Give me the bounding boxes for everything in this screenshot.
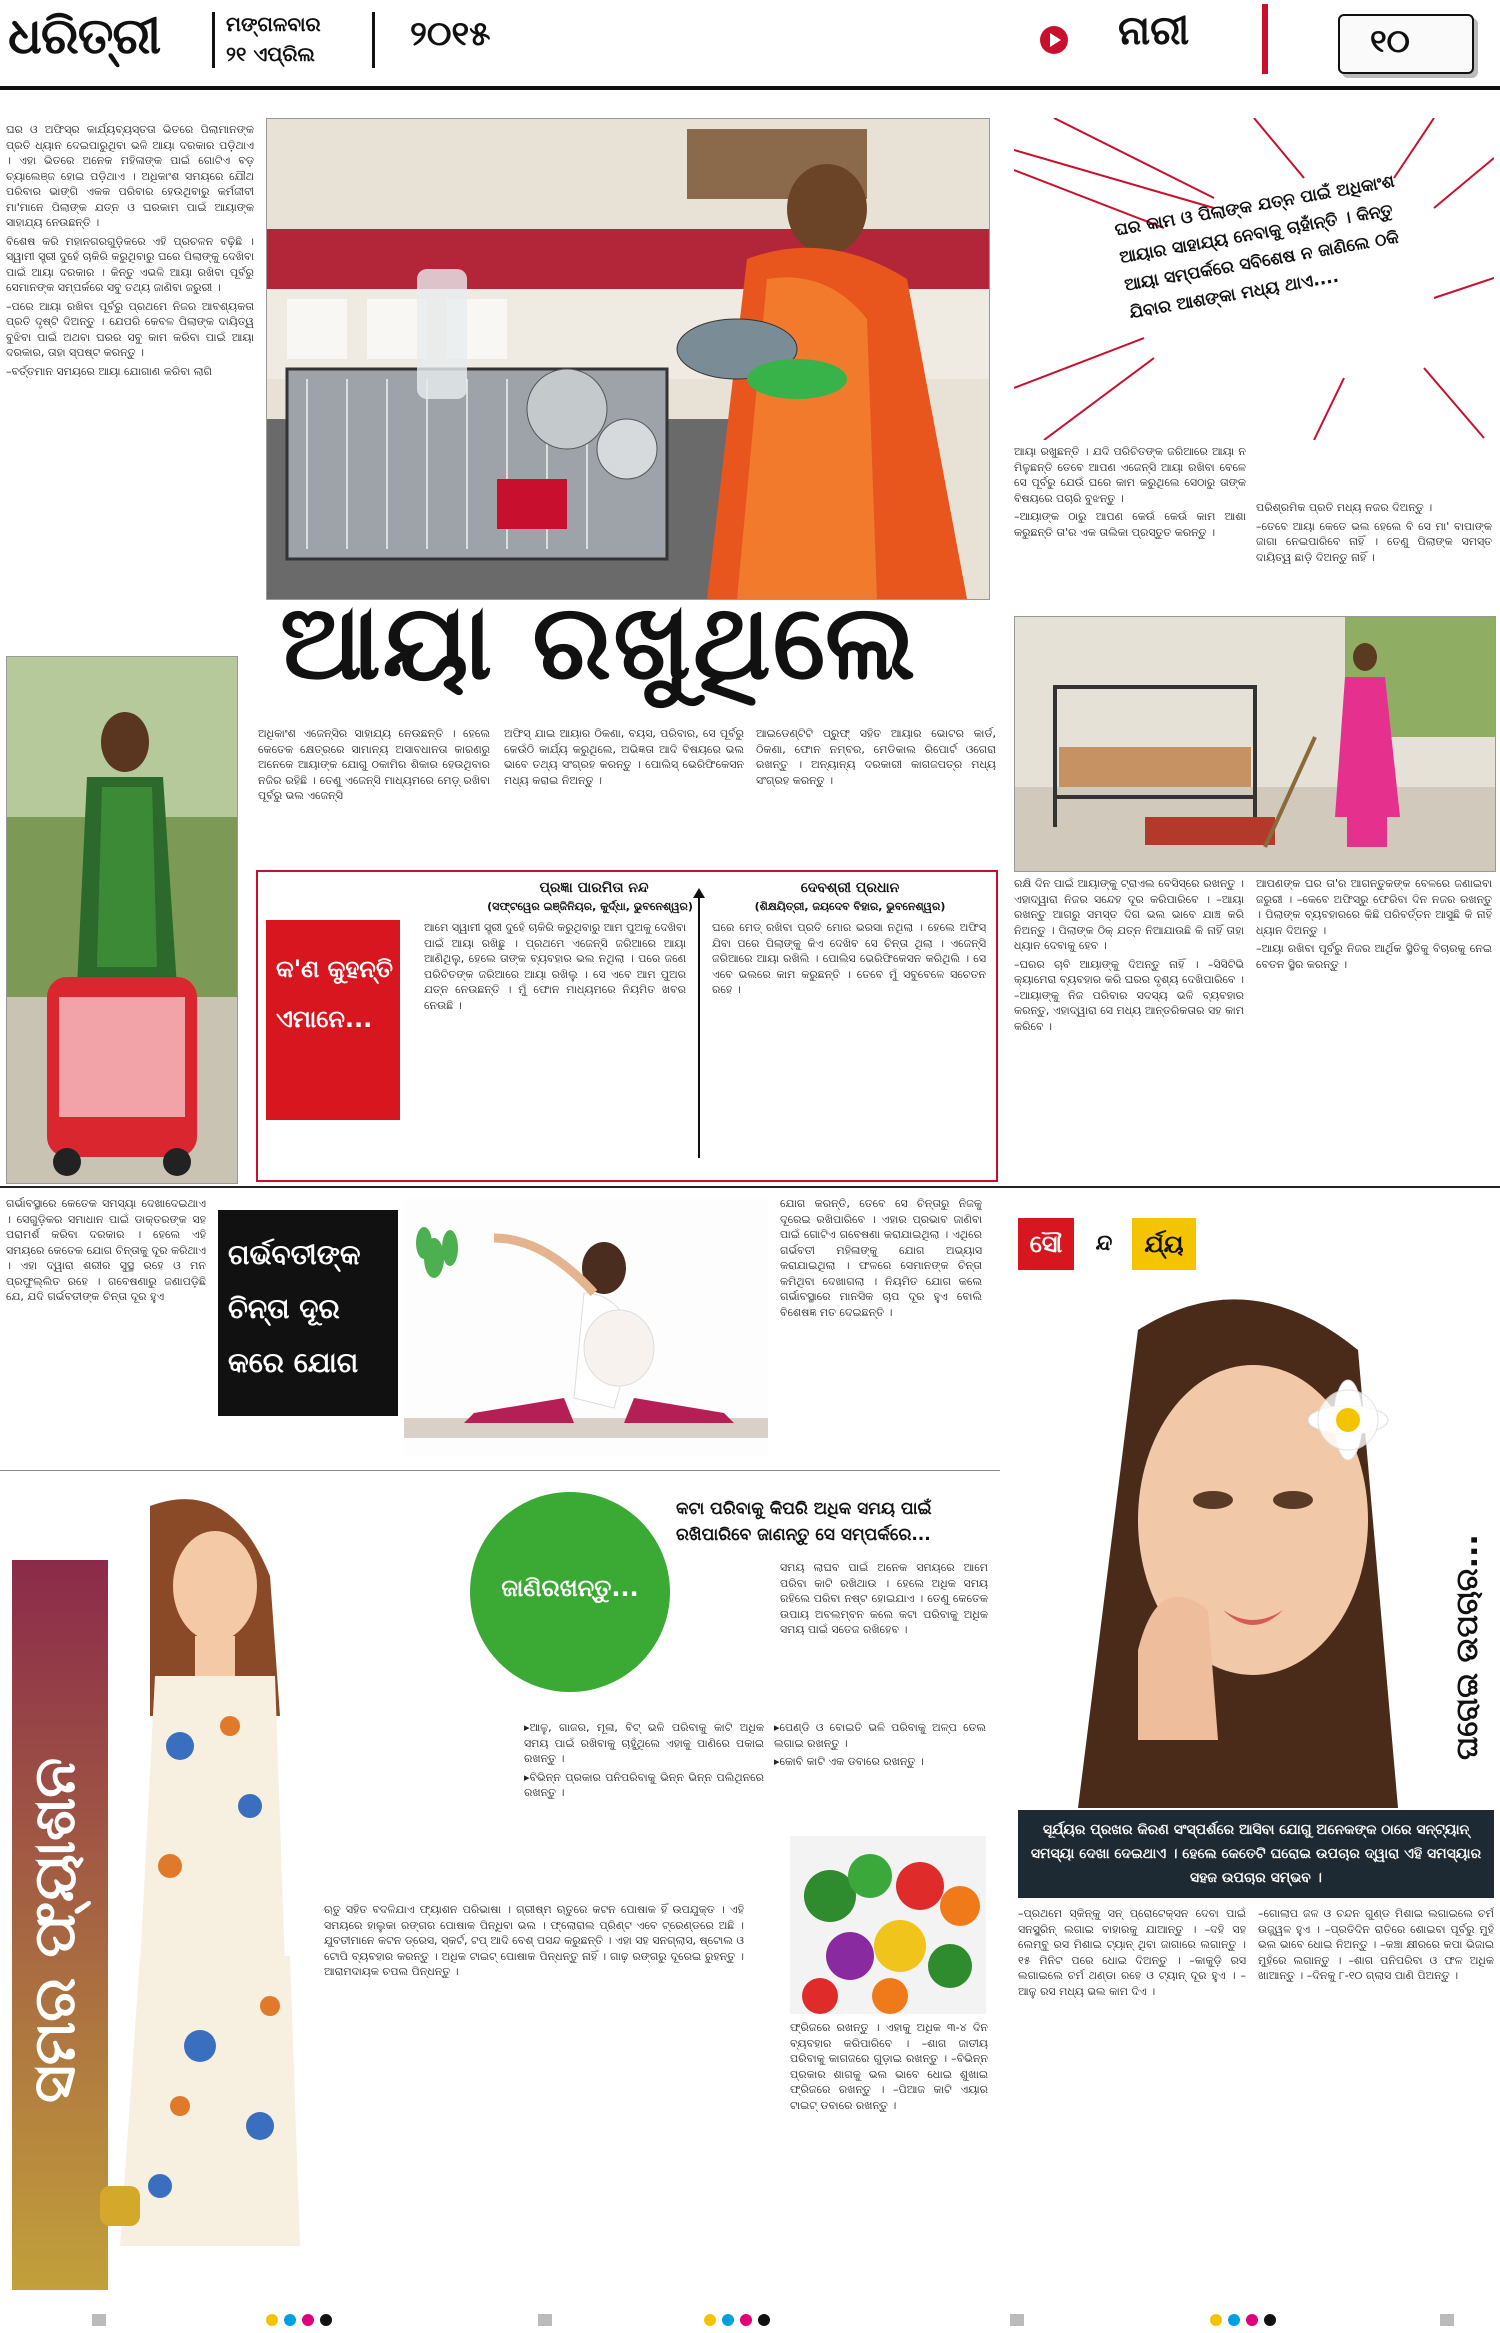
paragraph: –ଘରର ଚାବି ଆୟାଙ୍କୁ ଦିଅନ୍ତୁ ନାହିଁ । –ସିସିଟିଭି କ୍ୟାମେରା ବ୍ୟବହାର କରି ଘରର ଦୃଶ୍ୟ ଦେଖିପାରିବେ । –ଆୟାଙ୍କୁ ନିଜ ପରିବାର ସଦସ୍ୟ ଭଳି ବ୍ୟବହାର କରନ୍ତୁ, ଏହାଦ୍ୱାରା ସେ ମଧ୍ୟ ଆନ୍ତରିକତାର ସହ କାମ କରିବେ । bbox=[1014, 957, 1244, 1033]
pregnancy-column-2: ଯୋଗ କରନ୍ତି, ତେବେ ସେ ଚିନ୍ତାରୁ ନିଜକୁ ଦୂରେଇ ରଖିପାରିବେ । ଏହାର ପ୍ରଭାବ ଜାଣିବା ପାଇଁ ଗୋଟିଏ ଗବେଷଣା କରାଯାଇଥିଲା । ଏଥିରେ ଗର୍ଭବତୀ ମହିଳାଙ୍କୁ ଯୋଗ ଅଭ୍ୟାସ କରାଯାଇଥିଲା । ଫଳରେ ସେମାନଙ୍କ ଚିନ୍ତା କମିଥିବା ଦେଖାଗଲା । ନିୟମିତ ଯୋଗ କଲେ ଗର୍ଭାବସ୍ଥାରେ ମାନସିକ ଚାପ ଦୂର ହୁଏ ବୋଲି ବିଶେଷଜ୍ଞ ମତ ଦେଇଛନ୍ତି । bbox=[780, 1197, 982, 1319]
masthead-divider bbox=[212, 12, 215, 68]
section-rule bbox=[0, 1186, 1500, 1188]
lead-bottom-column-3 bbox=[756, 726, 996, 864]
cooking-badge: ଜାଣିରଖନ୍ତୁ... bbox=[501, 1574, 639, 1602]
fashion-title: ସମର ଫ୍ୟାଶନ bbox=[20, 1757, 88, 2103]
paragraph: –ଆୟା ରଖିବା ପୂର୍ବରୁ ନିଜର ଆର୍ଥିକ ସ୍ଥିତିକୁ ବିଚାରକୁ ନେଇ ବେତନ ସ୍ଥିର କରନ୍ତୁ । bbox=[1256, 942, 1492, 971]
lead-bottom-column-2 bbox=[504, 726, 744, 864]
paragraph: ଆପଣଙ୍କ ଘର ତା'ର ଆଗନ୍ତୁକଙ୍କ ବେଳରେ ଜଣାଇବା ଜରୁରୀ । –କେବେ ଅଫିସ୍ରୁ ଫେରିବା ଦିନ ନଜର ରଖନ୍ତୁ । ପିଲାଙ୍କ ବ୍ୟବହାରରେ କିଛି ପରିବର୍ତ୍ତନ ଆସୁଛି କି ନାହିଁ ଧ୍ୟାନ ଦିଅନ୍ତୁ । bbox=[1256, 877, 1492, 937]
issue-year: ୨୦୧୫ bbox=[410, 14, 491, 54]
arrow-up-icon bbox=[693, 888, 705, 898]
opinion-name-2: ଦେବଶ୍ରୀ ପ୍ରଧାନ bbox=[800, 880, 900, 896]
lead-column-1 bbox=[6, 122, 254, 647]
cooking-intro: ସମୟ ଲାଘବ ପାଇଁ ଅନେକ ସମୟରେ ଆମେ ପରିବା କାଟି ରଖିଥାଉ । ହେଲେ ଅଧିକ ସମୟ ରହିଲେ ପରିବା ନଷ୍ଟ ହୋଇଯାଏ । ତେଣୁ କେତେକ ଉପାୟ ଅବଲମ୍ବନ କଲେ କଟା ପରିବାକୁ ଅଧିକ ସମୟ ପାଇଁ ସତେଜ ରଖିହେବ । bbox=[780, 1561, 988, 1636]
list-item: ▸ ଆଳୁ, ଗାଜର, ମୂଳା, ବିଟ୍ ଭଳି ପରିବାକୁ କାଟି ଅଧିକ ସମୟ ପାଇଁ ରଖିବାକୁ ଚାହୁଁଥିଲେ ଏହାକୁ ପାଣିରେ ପକାଇ ରଖନ୍ତୁ । bbox=[524, 1720, 764, 1767]
paragraph: –ଆୟାଙ୍କ ଠାରୁ ଆପଣ କେଉଁ କେଉଁ କାମ ଆଶା କରୁଛନ୍ତି ତା'ର ଏକ ତାଲିକା ପ୍ରସ୍ତୁତ କରନ୍ତୁ । bbox=[1014, 510, 1246, 539]
beauty-badge-3: ର୍ଯ୍ୟ bbox=[1132, 1218, 1196, 1270]
fashion-column: ଋତୁ ସହିତ ବଦଳିଯାଏ ଫ୍ୟାଶନ ପରିଭାଷା । ଗ୍ରୀଷ୍ମ ଋତୁରେ କଟନ ପୋଷାକ ହିଁ ଉପଯୁକ୍ତ । ଏହି ସମୟରେ ହାଲୁକା ରଙ୍ଗର ପୋଷାକ ପିନ୍ଧିବା ଭଲ । ଫ୍ଲୋରାଲ ପ୍ରିଣ୍ଟ ଏବେ ଟ୍ରେଣ୍ଡରେ ଅଛି । ଯୁବତୀମାନେ କଟନ ଡ୍ରେସ, ସ୍କର୍ଟ, ଟପ୍ ଆଦି ବେଶ୍ ପସନ୍ଦ କରୁଛନ୍ତି । ଏହା ସହ ସନଗ୍ଲାସ, ଷ୍ଟୋଲ ଓ ଟୋପି ବ୍ୟବହାର କରନ୍ତୁ । ଅଧିକ ଟାଇଟ୍ ପୋଷାକ ପିନ୍ଧନ୍ତୁ ନାହିଁ । ଗାଢ଼ ରଙ୍ଗରୁ ଦୂରେଇ ରୁହନ୍ତୁ । ଆରାମଦାୟକ ଚପଲ ପିନ୍ଧନ୍ତୁ । bbox=[324, 1903, 744, 1978]
paragraph: –ପରେ ଆୟା ରଖିବା ପୂର୍ବରୁ ପ୍ରଥମେ ନିଜର ଆବଶ୍ୟକତା ପ୍ରତି ଦୃଷ୍ଟି ଦିଅନ୍ତୁ । ଯେପରି କେବଳ ପିଲାଙ୍କ ଦାୟିତ୍ୱ ବୁଝିବା ପାଇଁ ଅଥବା ଘରର ସବୁ କାମ କରିବା ପାଇଁ ଆୟା ଦରକାର, ତାହା ସ୍ପଷ୍ଟ କରନ୍ତୁ । bbox=[6, 299, 254, 359]
issue-day: ମଙ୍ଗଳବାର bbox=[226, 12, 321, 36]
lead-right-column-a bbox=[1014, 444, 1246, 626]
kitchen-photo bbox=[266, 118, 990, 600]
opinion-role-2: (ଶିକ୍ଷୟିତ୍ରୀ, ଜୟଦେବ ବିହାର, ଭୁବନେଶ୍ୱର) bbox=[754, 900, 946, 913]
beauty-side-title: ଘରୋଇ ଉପଚାର... bbox=[1450, 1534, 1485, 1760]
lead-bottom-column-1 bbox=[258, 726, 490, 864]
section-bar bbox=[1262, 4, 1268, 74]
paragraph: –ତେବେ ଆୟା କେତେ ଭଲ ହେଲେ ବି ସେ ମା' ବାପାଙ୍କ ଜାଗା ନେଇପାରିବେ ନାହିଁ । ତେଣୁ ପିଲାଙ୍କ ସମସ୍ତ ଦାୟିତ୍ୱ ଛାଡ଼ି ଦିଅନ୍ତୁ ନାହିଁ । bbox=[1256, 519, 1492, 564]
paragraph: ପରିଶ୍ରମିକ ପ୍ରତି ମଧ୍ୟ ନଜର ଦିଅନ୍ତୁ । bbox=[1256, 501, 1433, 514]
nanny-stroller-photo bbox=[6, 656, 238, 1184]
cooking-bottom: ଫ୍ରିଜରେ ରଖନ୍ତୁ । ଏହାକୁ ଅଧିକ ୩-୪ ଦିନ ବ୍ୟବହାର କରିପାରିବେ । –ଶାଗ ଜାତୀୟ ପରିବାକୁ କାଗଜରେ ଗୁଡ଼ାଇ ରଖନ୍ତୁ । –ବିଭିନ୍ନ ପ୍ରକାର ଶାଗକୁ ଭଲ ଭାବେ ଧୋଇ ଶୁଖାଇ ଫ୍ରିଜରେ ରଖନ୍ତୁ । –ପିଆଜ କାଟି ଏୟାର ଟାଇଟ୍ ଡବାରେ ରଖନ୍ତୁ । bbox=[790, 2021, 988, 2112]
yoga-photo bbox=[404, 1198, 768, 1456]
lead-right-column-b bbox=[1256, 500, 1492, 626]
footer-register-marks bbox=[0, 2310, 1500, 2330]
paragraph: ଘର ଓ ଅଫିସ୍ର କାର୍ଯ୍ୟବ୍ୟସ୍ତତା ଭିତରେ ପିଲାମାନଙ୍କ ପ୍ରତି ଧ୍ୟାନ ଦେଇପାରୁଥିବା ଭଳି ଆୟା ଦରକାର ପଡ଼ିଥାଏ । ଏହା ଭିତରେ ଅନେକ ମହିଳାଙ୍କ ପାଇଁ ଗୋଟିଏ ବଡ଼ ଚ୍ୟାଲେଞ୍ଜ ହୋଇ ପଡ଼ିଥାଏ । ଅଧିକାଂଶ ସମୟରେ ଯୌଥ ପରିବାର ଭାଙ୍ଗି ଏକକ ପରିବାର ହେଉଥିବାରୁ କର୍ମଜୀବୀ ମା'ମାନେ ପିଲାଙ୍କ ଯତ୍ନ ଓ ଘରକାମ ପାଇଁ ଆୟାଙ୍କ ସାହାଯ୍ୟ ନେଉଛନ୍ତି । bbox=[6, 123, 254, 229]
list-item: ▸ କୋବି କାଟି ଏକ ଡବାରେ ରଖନ୍ତୁ । bbox=[774, 1754, 986, 1770]
masthead-divider-2 bbox=[372, 12, 375, 68]
opinion-role-1: (ସଫ୍ଟୱେର ଇଞ୍ଜିନିୟର, କୁର୍ଦ୍ଧା, ଭୁବନେଶ୍ୱର) bbox=[487, 900, 693, 913]
paragraph: ଅଧିକାଂଶ ଏଜେନ୍ସିର ସାହାଯ୍ୟ ନେଉଛନ୍ତି । ହେଲେ କେତେକ କ୍ଷେତ୍ରରେ ସାମାନ୍ୟ ଅସାବଧାନତା କାରଣରୁ ଅନେକେ ଆୟାଙ୍କ ଯୋଗୁ ଠକାମିର ଶିକାର ହେଉଥିବାର ନଜିର ରହିଛି । ତେଣୁ ଏଜେନ୍ସି ମାଧ୍ୟମରେ ମେଡ଼୍ ରଖିବା ପୂର୍ବରୁ ଭଲ ଏଜେନ୍ସି bbox=[258, 727, 490, 802]
section-name: ନାରୀ bbox=[1118, 8, 1190, 54]
lead-quote: ଘର କାମ ଓ ପିଲାଙ୍କ ଯତ୍ନ ପାଇଁ ଅଧିକାଂଶ ଆୟାର ସାହାଯ୍ୟ ନେବାକୁ ଚାହାଁନ୍ତି । କିନ୍ତୁ ଆୟା ସମ୍ପର୍କରେ ସବିଶେଷ ନ ଜାଣିଲେ ଠକି ଯିବାର ଆଶଙ୍କା ମଧ୍ୟ ଥାଏ.... bbox=[1113, 171, 1401, 324]
paragraph: ରକ୍ଷି ଦିନ ପାଇଁ ଆୟାଙ୍କୁ ଟ୍ରାଏଲ ବେସିସ୍ରେ ରଖନ୍ତୁ । ଏହାଦ୍ୱାରା ନିଜର ସନ୍ଦେହ ଦୂର କରିପାରିବେ । –ଆୟା ରଖନ୍ତୁ ଆଗରୁ ସମସ୍ତ ଦିଗ ଭଲ ଭାବେ ଯାଞ୍ଚ କରି ନିଅନ୍ତୁ । ପିଲାଙ୍କ ଠିକ୍ ଯତ୍ନ ନିଆଯାଉଛି କି ନାହିଁ ତାହା ଧ୍ୟାନ ଦେବାକୁ ହେବ । bbox=[1014, 877, 1244, 952]
opinion-text-1: ଆମେ ସ୍ୱାମୀ ସ୍ତ୍ରୀ ଦୁହେଁ ଚାକିରି କରୁଥିବାରୁ ଆମ ପୁଅକୁ ଦେଖିବା ପାଇଁ ଆୟା ରଖିଛୁ । ପ୍ରଥମେ ଏଜେନ୍ସି ଜରିଆରେ ଆୟା ଆଣିଥିଲୁ, ହେଲେ ତାଙ୍କ ବ୍ୟବହାର ଭଲ ନଥିଲା । ପରେ ଜଣେ ପରିଚିତଙ୍କ ଜରିଆରେ ଆୟା ରଖିଲୁ । ସେ ଏବେ ଆମ ପୁଅର ଯତ୍ନ ନେଉଛନ୍ତି । ମୁଁ ଫୋନ ମାଧ୍ୟମରେ ନିୟମିତ ଖବର ନେଉଛି । bbox=[424, 921, 686, 1012]
pregnancy-title: ଗର୍ଭବତୀଙ୍କ ଚିନ୍ତା ଦୂର କରେ ଯୋଗ bbox=[228, 1238, 361, 1379]
issue-date: ୨୧ ଏପ୍ରିଲ bbox=[226, 42, 315, 66]
beauty-column-2: –ଗୋଲାପ ଜଳ ଓ ଚନ୍ଦନ ଗୁଣ୍ଡ ମିଶାଇ ଲଗାଇଲେ ଚର୍ମ ଉଜ୍ଜ୍ୱଳ ହୁଏ । –ପ୍ରତିଦିନ ରାତିରେ ଶୋଇବା ପୂର୍ବରୁ ମୁହଁ ଭଲ ଭାବେ ଧୋଇ ନିଅନ୍ତୁ । –କଞ୍ଚା କ୍ଷୀରରେ କପା ଭିଜାଇ ମୁହଁରେ ଲଗାନ୍ତୁ । –ଶାଗ ପନିପରିବା ଓ ଫଳ ଅଧିକ ଖାଆନ୍ତୁ । –ଦିନକୁ ୮-୧୦ ଗ୍ଲାସ ପାଣି ପିଅନ୍ତୁ । bbox=[1258, 1907, 1494, 1982]
opinion-name-1: ପ୍ରଜ୍ଞା ପାରମିତା ନନ୍ଦ bbox=[539, 880, 649, 896]
beauty-column-1: –ପ୍ରଥମେ ସ୍କିନ୍କୁ ସନ୍ ପ୍ରୋଟେକ୍ସନ ଦେବା ପାଇଁ ସନସ୍କ୍ରିନ୍ ଲଗାଇ ବାହାରକୁ ଯାଆନ୍ତୁ । –ଦହି ସହ ଲେମ୍ବୁ ରସ ମିଶାଇ ଟ୍ୟାନ୍ ଥିବା ଜାଗାରେ ଲଗାନ୍ତୁ । ୧୫ ମିନିଟ ପରେ ଧୋଇ ଦିଅନ୍ତୁ । –କାକୁଡ଼ି ରସ ଲଗାଇଲେ ଚର୍ମ ଥଣ୍ଡା ରହେ ଓ ଟ୍ୟାନ୍ ଦୂର ହୁଏ । –ଆଳୁ ରସ ମଧ୍ୟ ଭଲ କାମ ଦିଏ । bbox=[1018, 1907, 1246, 1998]
list-item: ▸ ପେଣ୍ଡି ଓ ବୋଇତି ଭଳି ପରିବାକୁ ଅଳ୍ପ ତେଲ ଲଗାଇ ରଖନ୍ତୁ । bbox=[774, 1720, 986, 1751]
vegetables-photo bbox=[790, 1836, 986, 2014]
beauty-face-photo bbox=[1018, 1270, 1438, 1808]
lead-right-lower-1 bbox=[1014, 876, 1244, 1174]
section-rule-2 bbox=[0, 1470, 1000, 1471]
list-item: ▸ ବିଭିନ୍ନ ପ୍ରକାର ପନିପରିବାକୁ ଭିନ୍ନ ଭିନ୍ନ ପଲିଥିନରେ ରଖନ୍ତୁ । bbox=[524, 1770, 764, 1801]
cooking-bullets-right bbox=[774, 1720, 986, 1840]
masthead-rule bbox=[0, 86, 1500, 90]
opinion-title: କ'ଣ କୁହନ୍ତି ଏମାନେ... bbox=[276, 955, 393, 1033]
beauty-badge-1: ସୌ bbox=[1018, 1218, 1074, 1270]
lead-right-lower-2 bbox=[1256, 876, 1492, 1174]
lead-headline: ଆୟା ରଖୁଥିଲେ bbox=[280, 581, 918, 703]
cooking-headline: କଟା ପରିବାକୁ କିପରି ଅଧିକ ସମୟ ପାଇଁ ରଖିପାରିବେ ଜାଣନ୍ତୁ ସେ ସମ୍ପର୍କରେ... bbox=[676, 1499, 932, 1545]
cooking-bullets-left bbox=[524, 1720, 764, 1902]
newspaper-title: ଧରିତ୍ରୀ bbox=[8, 7, 161, 65]
fashion-model-photo bbox=[60, 1486, 310, 2326]
beauty-caption: ସୂର୍ଯ୍ୟର ପ୍ରଖର କିରଣ ସଂସ୍ପର୍ଶରେ ଆସିବା ଯୋଗୁ ଅନେକଙ୍କ ଠାରେ ସନ୍‌ଟ୍ୟାନ୍ ସମସ୍ୟା ଦେଖା ଦେଇଥାଏ । ହେଲେ କେତେଟି ଘରୋଇ ଉପଚାର ଦ୍ୱାରା ଏହି ସମସ୍ୟାର ସହଜ ଉପଚାର ସମ୍ଭବ । bbox=[1030, 1822, 1482, 1886]
masthead bbox=[0, 0, 1500, 96]
opinion-text-2: ଘରେ ମେଡ୍ ରଖିବା ପ୍ରତି ମୋର ଭରସା ନଥିଲା । ହେଲେ ଅଫିସ୍ ଯିବା ପରେ ପିଲାଙ୍କୁ କିଏ ଦେଖିବ ସେ ଚିନ୍ତା ଥିଲା । ଏଜେନ୍ସି ଜରିଆରେ ଆୟା ରଖିଲି । ପୋଲିସ ଭେରିଫିକେସନ କରିଥିଲି । ସେ ଏବେ ଭଲରେ କାମ କରୁଛନ୍ତି । ତେବେ ମୁଁ ସବୁବେଳେ ସଚେତନ ରହେ । bbox=[712, 921, 986, 996]
bedroom-photo bbox=[1014, 616, 1496, 872]
opinion-divider-arrow bbox=[698, 896, 700, 1158]
paragraph: ଆଇଡେଣ୍ଟିଟି ପ୍ରୁଫ୍ ସହିତ ଆୟାର ଭୋଟର କାର୍ଡ, ଠିକଣା, ଫୋନ ନମ୍ବର, ମେଡିକାଲ ରିପୋର୍ଟ ଓଗେରା ରଖନ୍ତୁ । ଅନ୍ୟାନ୍ୟ ଦରକାରୀ କାଗଜପତ୍ର ମଧ୍ୟ ସଂଗ୍ରହ କରନ୍ତୁ । bbox=[756, 727, 996, 787]
beauty-badge-2: ନ୍ଦ bbox=[1095, 1231, 1113, 1256]
paragraph: ଆୟା ରଖୁଛନ୍ତି । ଯଦି ପରିଚିତଙ୍କ ଜରିଆରେ ଆୟା ନ ମିଳୁଛନ୍ତି ତେବେ ଆପଣ ଏଜେନ୍ସି ଆୟା ରଖିବା ବେଳେ ସେ ପୂର୍ବରୁ ଯେଉଁ ଘରେ କାମ କରୁଥିଲେ ସେଠାରୁ ତାଙ୍କ ବିଷୟରେ ପଚାରି ବୁଝନ୍ତୁ । bbox=[1014, 445, 1246, 505]
paragraph: ବିଶେଷ କରି ମହାନଗରଗୁଡ଼ିକରେ ଏହି ପ୍ରଚଳନ ବଢ଼ିଛି । ସ୍ୱାମୀ ସ୍ତ୍ରୀ ଦୁହେଁ ଚାକିରି କରୁଥିବାରୁ ଘରେ ପିଲାଙ୍କୁ ଦେଖିବା ପାଇଁ ଆୟା ଦରକାର । କିନ୍ତୁ ଏଭଳି ଆୟା ରଖିବା ପୂର୍ବରୁ ସେମାନଙ୍କ ସମ୍ପର୍କରେ ସବୁ ତଥ୍ୟ ଜାଣିବା ଜରୁରୀ । bbox=[6, 234, 254, 294]
paragraph: ଅଫିସ୍ ଯାଇ ଆୟାର ଠିକଣା, ବୟସ, ପରିବାର, ସେ ପୂର୍ବରୁ କେଉଁଠି କାର୍ଯ୍ୟ କରୁଥିଲେ, ଅଭିଜ୍ଞତା ଆଦି ବିଷୟରେ ଭଲ ଭାବେ ତଥ୍ୟ ସଂଗ୍ରହ କରନ୍ତୁ । ପୋଲିସ୍ ଭେରିଫିକେସନ ମଧ୍ୟ କରାଇ ନିଅନ୍ତୁ । bbox=[504, 727, 744, 787]
pregnancy-column-1: ଗର୍ଭାବସ୍ଥାରେ କେତେକ ସମସ୍ୟା ଦେଖାଦେଇଥାଏ । ସେଗୁଡ଼ିକର ସମାଧାନ ପାଇଁ ଡାକ୍ତରଙ୍କ ସହ ପରାମର୍ଶ କରିବା ଦରକାର । ହେଲେ ଏହି ସମୟରେ କେତେକ ଯୋଗ ଚିନ୍ତାକୁ ଦୂର କରିଥାଏ । ଏହା ଦ୍ୱାରା ଶରୀର ସୁସ୍ଥ ରହେ ଓ ମନ ପ୍ରଫୁଲ୍ଲିତ ରହେ । ଗବେଷଣାରୁ ଜଣାପଡ଼ିଛି ଯେ, ଯଦି ଗର୍ଭବତୀଙ୍କ ଚିନ୍ତା ଦୂର ହୁଏ bbox=[6, 1197, 206, 1303]
page-number: ୧୦ bbox=[1370, 22, 1410, 60]
play-icon bbox=[1040, 26, 1068, 54]
paragraph: –ବର୍ତ୍ତମାନ ସମୟରେ ଆୟା ଯୋଗାଣ କରିବା ଲାଗି bbox=[6, 364, 212, 378]
